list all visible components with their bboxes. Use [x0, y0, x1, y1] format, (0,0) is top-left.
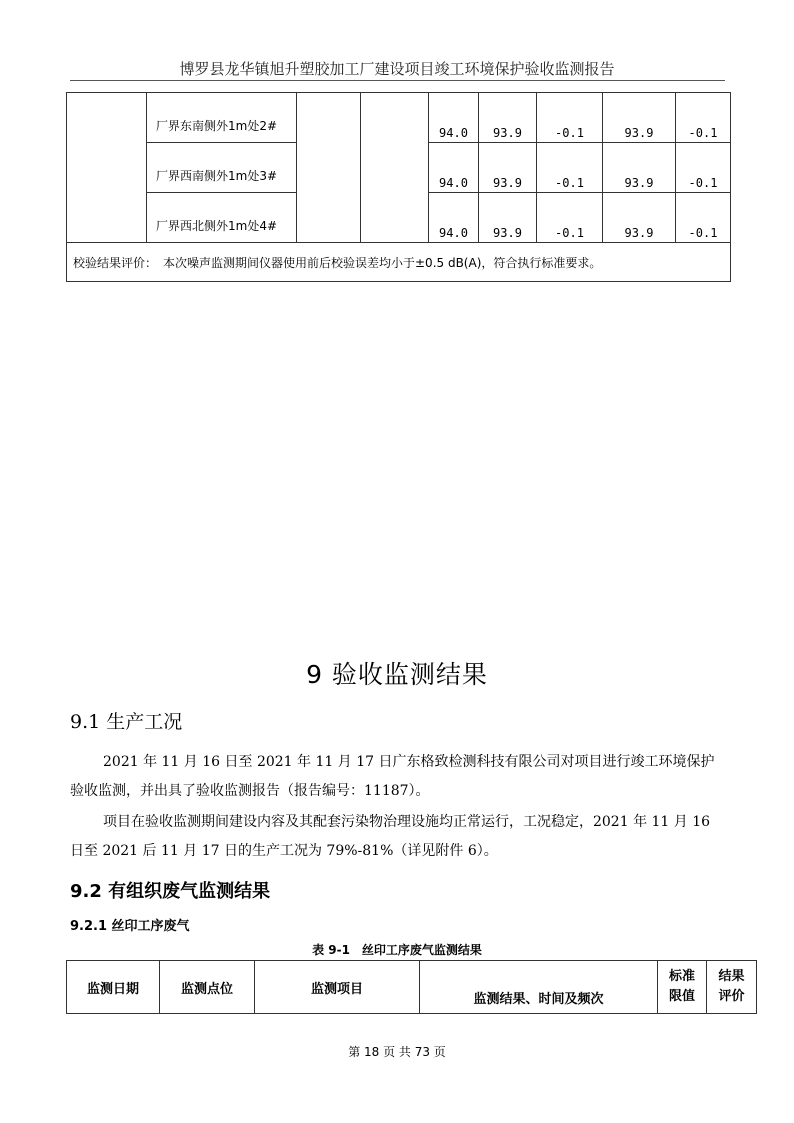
value-cell: -0.1	[676, 93, 731, 143]
column-header-line: 评价	[718, 989, 745, 1004]
exhaust-gas-table	[66, 960, 757, 1014]
subsection-title: 9.1 生产工况	[70, 711, 183, 733]
column-header	[707, 961, 757, 1014]
merged-cell	[361, 93, 429, 243]
value-cell: 93.9	[479, 143, 537, 193]
merged-cell	[297, 93, 361, 243]
value-cell: -0.1	[676, 143, 731, 193]
column-header: 监测项目	[255, 961, 420, 1014]
calibration-note: 校验结果评价： 本次噪声监测期间仪器使用前后校验误差均小于±0.5 dB(A)，符合执行标准要求。	[67, 243, 731, 282]
value-cell: -0.1	[537, 143, 603, 193]
value-cell: -0.1	[537, 193, 603, 243]
value-cell: 93.9	[603, 93, 676, 143]
value-cell: 94.0	[429, 143, 479, 193]
column-header-line: 结果	[718, 969, 745, 984]
subsubsection-title: 9.2.1 丝印工序废气	[70, 919, 190, 934]
value-cell: 94.0	[429, 93, 479, 143]
column-header: 监测结果、时间及频次	[420, 961, 658, 1014]
page-number: 第 18 页 共 73 页	[348, 1045, 446, 1059]
monitoring-point-cell: 厂界东南侧外1m处2#	[147, 93, 297, 143]
paragraph: 项目在验收监测期间建设内容及其配套污染物治理设施均正常运行，工况稳定，2021 年 11 月 16 日至 2021 后 11 月 17 日的生产工况为 79%-81%（详见附件 6）。	[70, 814, 711, 859]
table-row	[67, 243, 731, 282]
paragraph: 2021 年 11 月 16 日至 2021 年 11 月 17 日广东格致检测科技有限公司对项目进行竣工环境保护验收监测，并出具了验收监测报告（报告编号：11187）。	[70, 754, 715, 799]
column-header: 监测点位	[160, 961, 255, 1014]
value-cell: 93.9	[603, 193, 676, 243]
section-title: 9 验收监测结果	[306, 660, 488, 689]
noise-calibration-table	[66, 92, 731, 282]
value-cell: 93.9	[479, 193, 537, 243]
report-header-title: 博罗县龙华镇旭升塑胶加工厂建设项目竣工环境保护验收监测报告	[179, 60, 615, 78]
header-divider	[70, 80, 725, 81]
column-header-line: 限值	[668, 989, 695, 1004]
column-header: 监测日期	[67, 961, 160, 1014]
value-cell: -0.1	[676, 193, 731, 243]
monitoring-point-cell: 厂界西北侧外1m处4#	[147, 193, 297, 243]
table-row	[67, 93, 731, 143]
column-header	[658, 961, 707, 1014]
value-cell: 93.9	[603, 143, 676, 193]
value-cell: 93.9	[479, 93, 537, 143]
table-caption: 表 9-1 丝印工序废气监测结果	[312, 943, 482, 957]
merged-cell	[67, 93, 147, 243]
column-header-line: 标准	[668, 969, 695, 984]
value-cell: 94.0	[429, 193, 479, 243]
monitoring-point-cell: 厂界西南侧外1m处3#	[147, 143, 297, 193]
table-header-row	[67, 961, 757, 1014]
subsection-title: 9.2 有组织废气监测结果	[70, 881, 271, 902]
value-cell: -0.1	[537, 93, 603, 143]
